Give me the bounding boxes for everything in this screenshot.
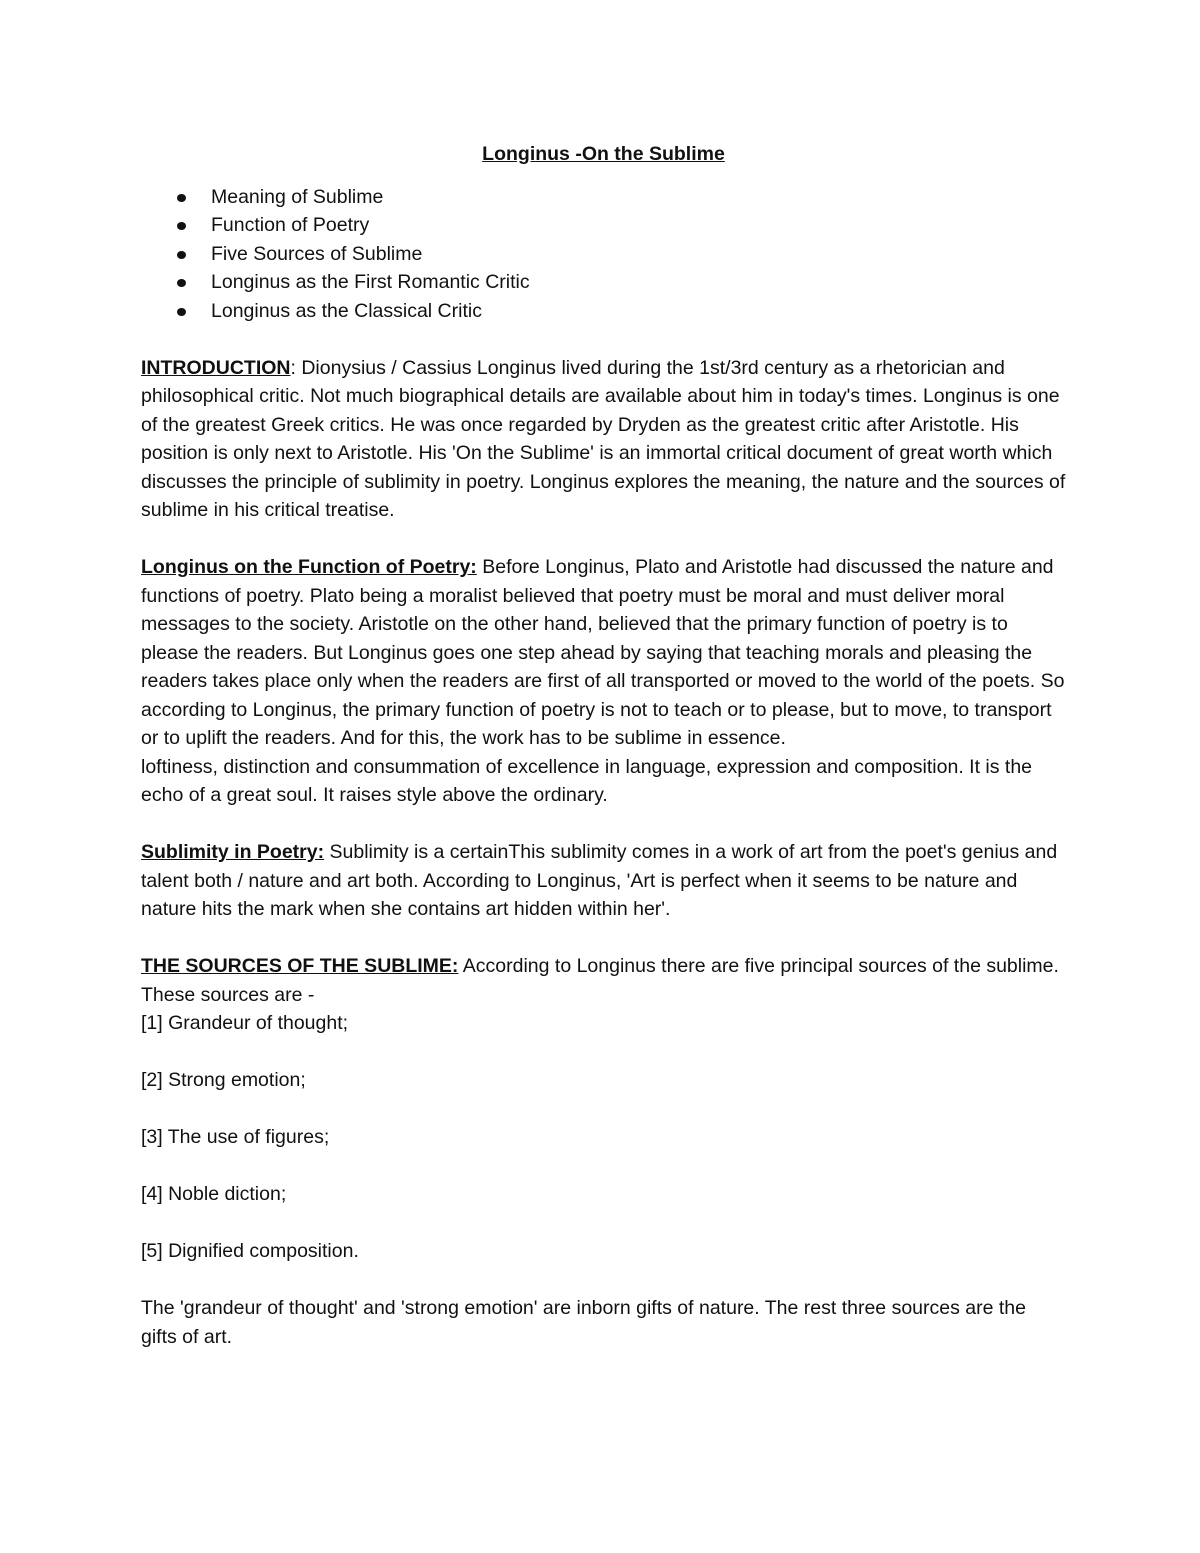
topic-outline-list [141,183,1066,326]
function-text: Before Longinus, Plato and Aristotle had discussed the nature and functions of poetry. Plato being a moralist believed that poetry must be moral and must deliver moral messages to the society. Aristotle on the other hand, believed that the primary function of poetry is to please the readers. But Longinus goes one step ahead by saying that teaching morals and pleasing the readers takes place only when the readers are first of all transported or moved to the world of the poets. So according to Longinus, the primary function of poetry is not to teach or to please, but to move, to transport or to uplift the readers. And for this, the work has to be sublime in essence. [141,556,1065,749]
introduction-text: : Dionysius / Cassius Longinus lived during the 1st/3rd century as a rhetorician and philosophical critic. Not much biographical details are available about him in today's times. Longinus is one of the greatest Greek critics. He was once regarded by Dryden as the greatest critic after Aristotle. His position is only next to Aristotle. His 'On the Sublime' is an immortal critical document of great worth which discusses the principle of sublimity in poetry. Longinus explores the meaning, the nature and the sources of sublime in his critical treatise. [141,356,1066,521]
function-paragraph [141,553,1066,810]
sources-section [141,952,1066,1266]
sources-heading: THE SOURCES OF THE SUBLIME: [141,955,459,977]
source-item: [1] Grandeur of thought; [141,1012,349,1034]
closing-paragraph: The 'grandeur of thought' and 'strong emotion' are inborn gifts of nature. The rest three sources are the gifts of art. [141,1297,1026,1348]
sublimity-heading: Sublimity in Poetry: [141,841,325,863]
source-item: [4] Noble diction; [141,1183,287,1205]
function-continuation: loftiness, distinction and consummation of excellence in language, expression and composition. It is the echo of a great soul. It raises style above the ordinary. [141,755,1033,806]
function-heading: Longinus on the Function of Poetry: [141,556,477,578]
outline-item: Longinus as the Classical Critic [141,297,1066,326]
sublimity-paragraph [141,838,1066,924]
bullet-icon [177,251,186,259]
bullet-icon [177,279,186,287]
bullet-icon [177,194,186,202]
sources-text: According to Longinus there are five principal sources of the sublime. These sources are - [141,955,1059,1006]
document-title: Longinus -On the Sublime [482,143,725,165]
source-item: [2] Strong emotion; [141,1069,306,1091]
sublimity-text: Sublimity is a certainThis sublimity comes in a work of art from the poet's genius and talent both / nature and art both. According to Longinus, 'Art is perfect when it seems to be nature and nature hits the mark when she contains art hidden within her'. [141,841,1058,920]
outline-item: Five Sources of Sublime [141,240,1066,269]
outline-item: Function of Poetry [141,211,1066,240]
source-item: [3] The use of figures; [141,1126,330,1148]
document-page [141,140,1066,1380]
introduction-heading: INTRODUCTION [141,356,291,379]
source-item: [5] Dignified composition. [141,1240,359,1262]
bullet-icon [177,308,186,316]
bullet-icon [177,222,186,230]
introduction-paragraph [141,354,1066,525]
outline-item: Meaning of Sublime [141,183,1066,212]
sources-paragraph [141,952,1066,1009]
outline-item: Longinus as the First Romantic Critic [141,268,1066,297]
